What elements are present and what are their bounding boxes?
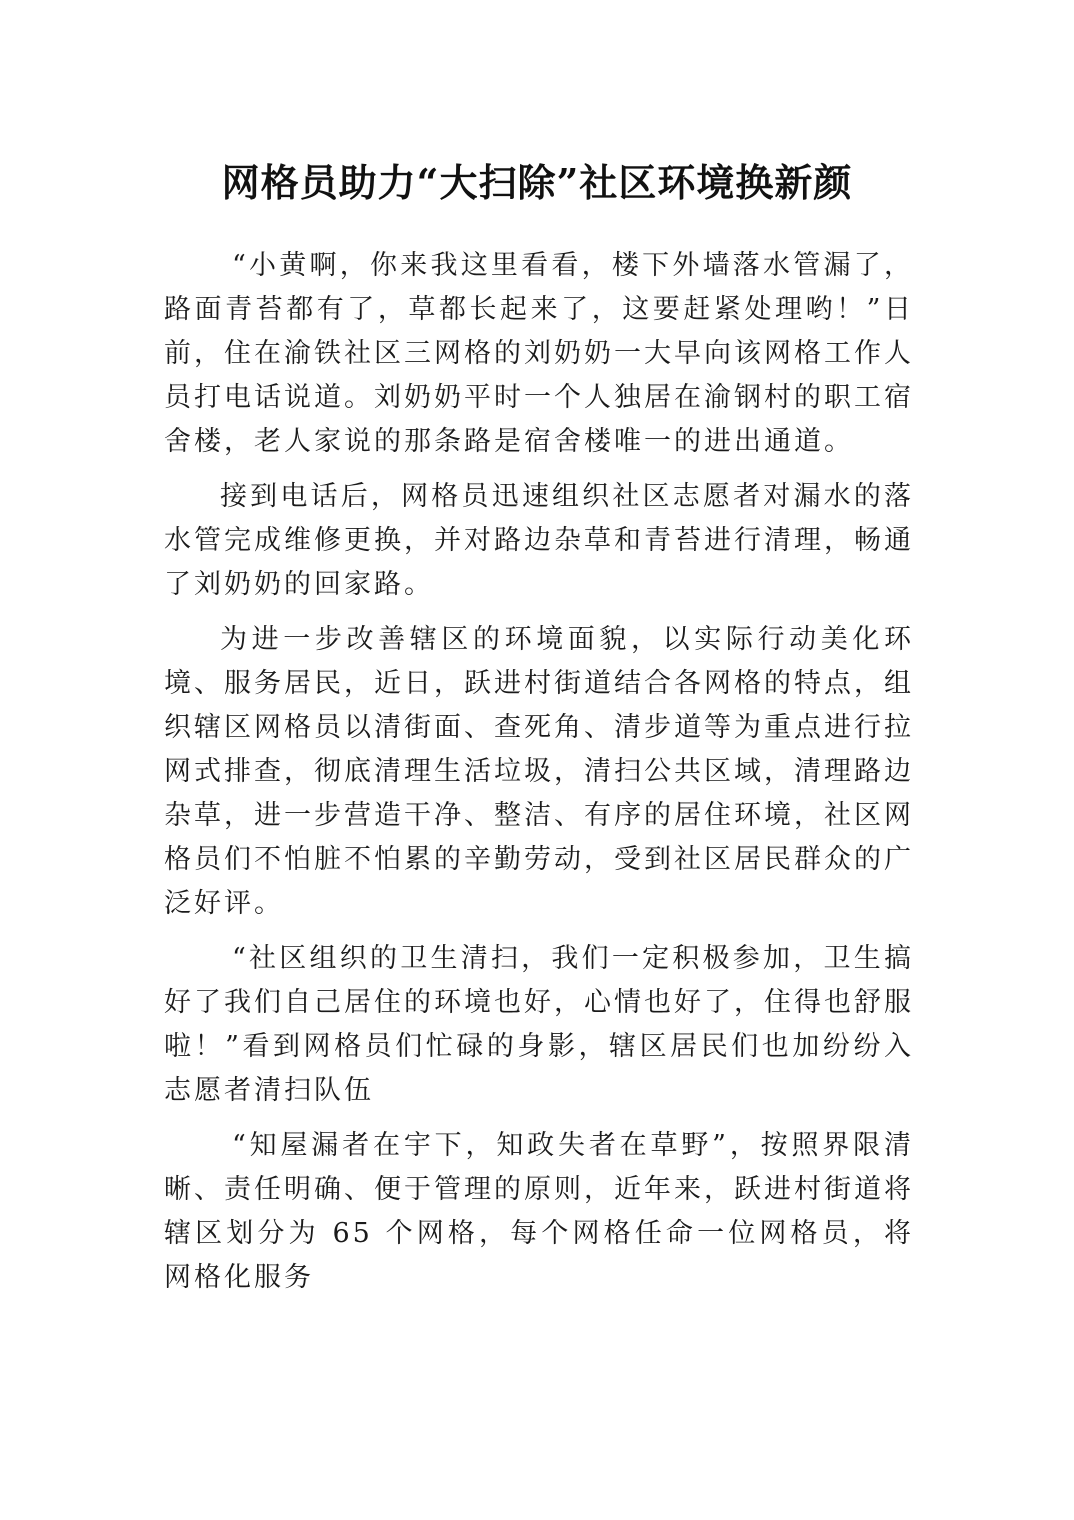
paragraph-2: 接到电话后，网格员迅速组织社区志愿者对漏水的落水管完成维修更换，并对路边杂草和青苔进行清理，畅通了刘奶奶的回家路。	[164, 481, 914, 600]
paragraph-3: 为进一步改善辖区的环境面貌，以实际行动美化环境、服务居民，近日，跃进村街道结合各网格的特点，组织辖区网格员以清街面、查死角、清步道等为重点进行拉网式排查，彻底清理生活垃圾，清扫公共区域，清理路边杂草，进一步营造干净、整洁、有序的居住环境，社区网格员们不怕脏不怕累的辛勤劳动，受到社区居民群众的广泛好评。	[164, 624, 914, 919]
paragraph-5: “知屋漏者在宇下，知政失者在草野”，按照界限清晰、责任明确、便于管理的原则，近年来，跃进村街道将辖区划分为 65 个网格，每个网格任命一位网格员，将网格化服务	[164, 1130, 914, 1293]
paragraph-4: “社区组织的卫生清扫，我们一定积极参加，卫生搞好了我们自己居住的环境也好，心情也好了，住得也舒服啦！”看到网格员们忙碌的身影，辖区居民们也加纷纷入志愿者清扫队伍	[164, 943, 914, 1106]
article-body	[164, 244, 914, 1300]
article-title: 网格员助力“大扫除”社区环境换新颜	[221, 160, 853, 206]
paragraph-1: “小黄啊，你来我这里看看，楼下外墙落水管漏了，路面青苔都有了，草都长起来了，这要赶紧处理哟！”日前，住在渝铁社区三网格的刘奶奶一大早向该网格工作人员打电话说道。刘奶奶平时一个人独居在渝钢村的职工宿舍楼，老人家说的那条路是宿舍楼唯一的进出通道。	[164, 250, 914, 457]
